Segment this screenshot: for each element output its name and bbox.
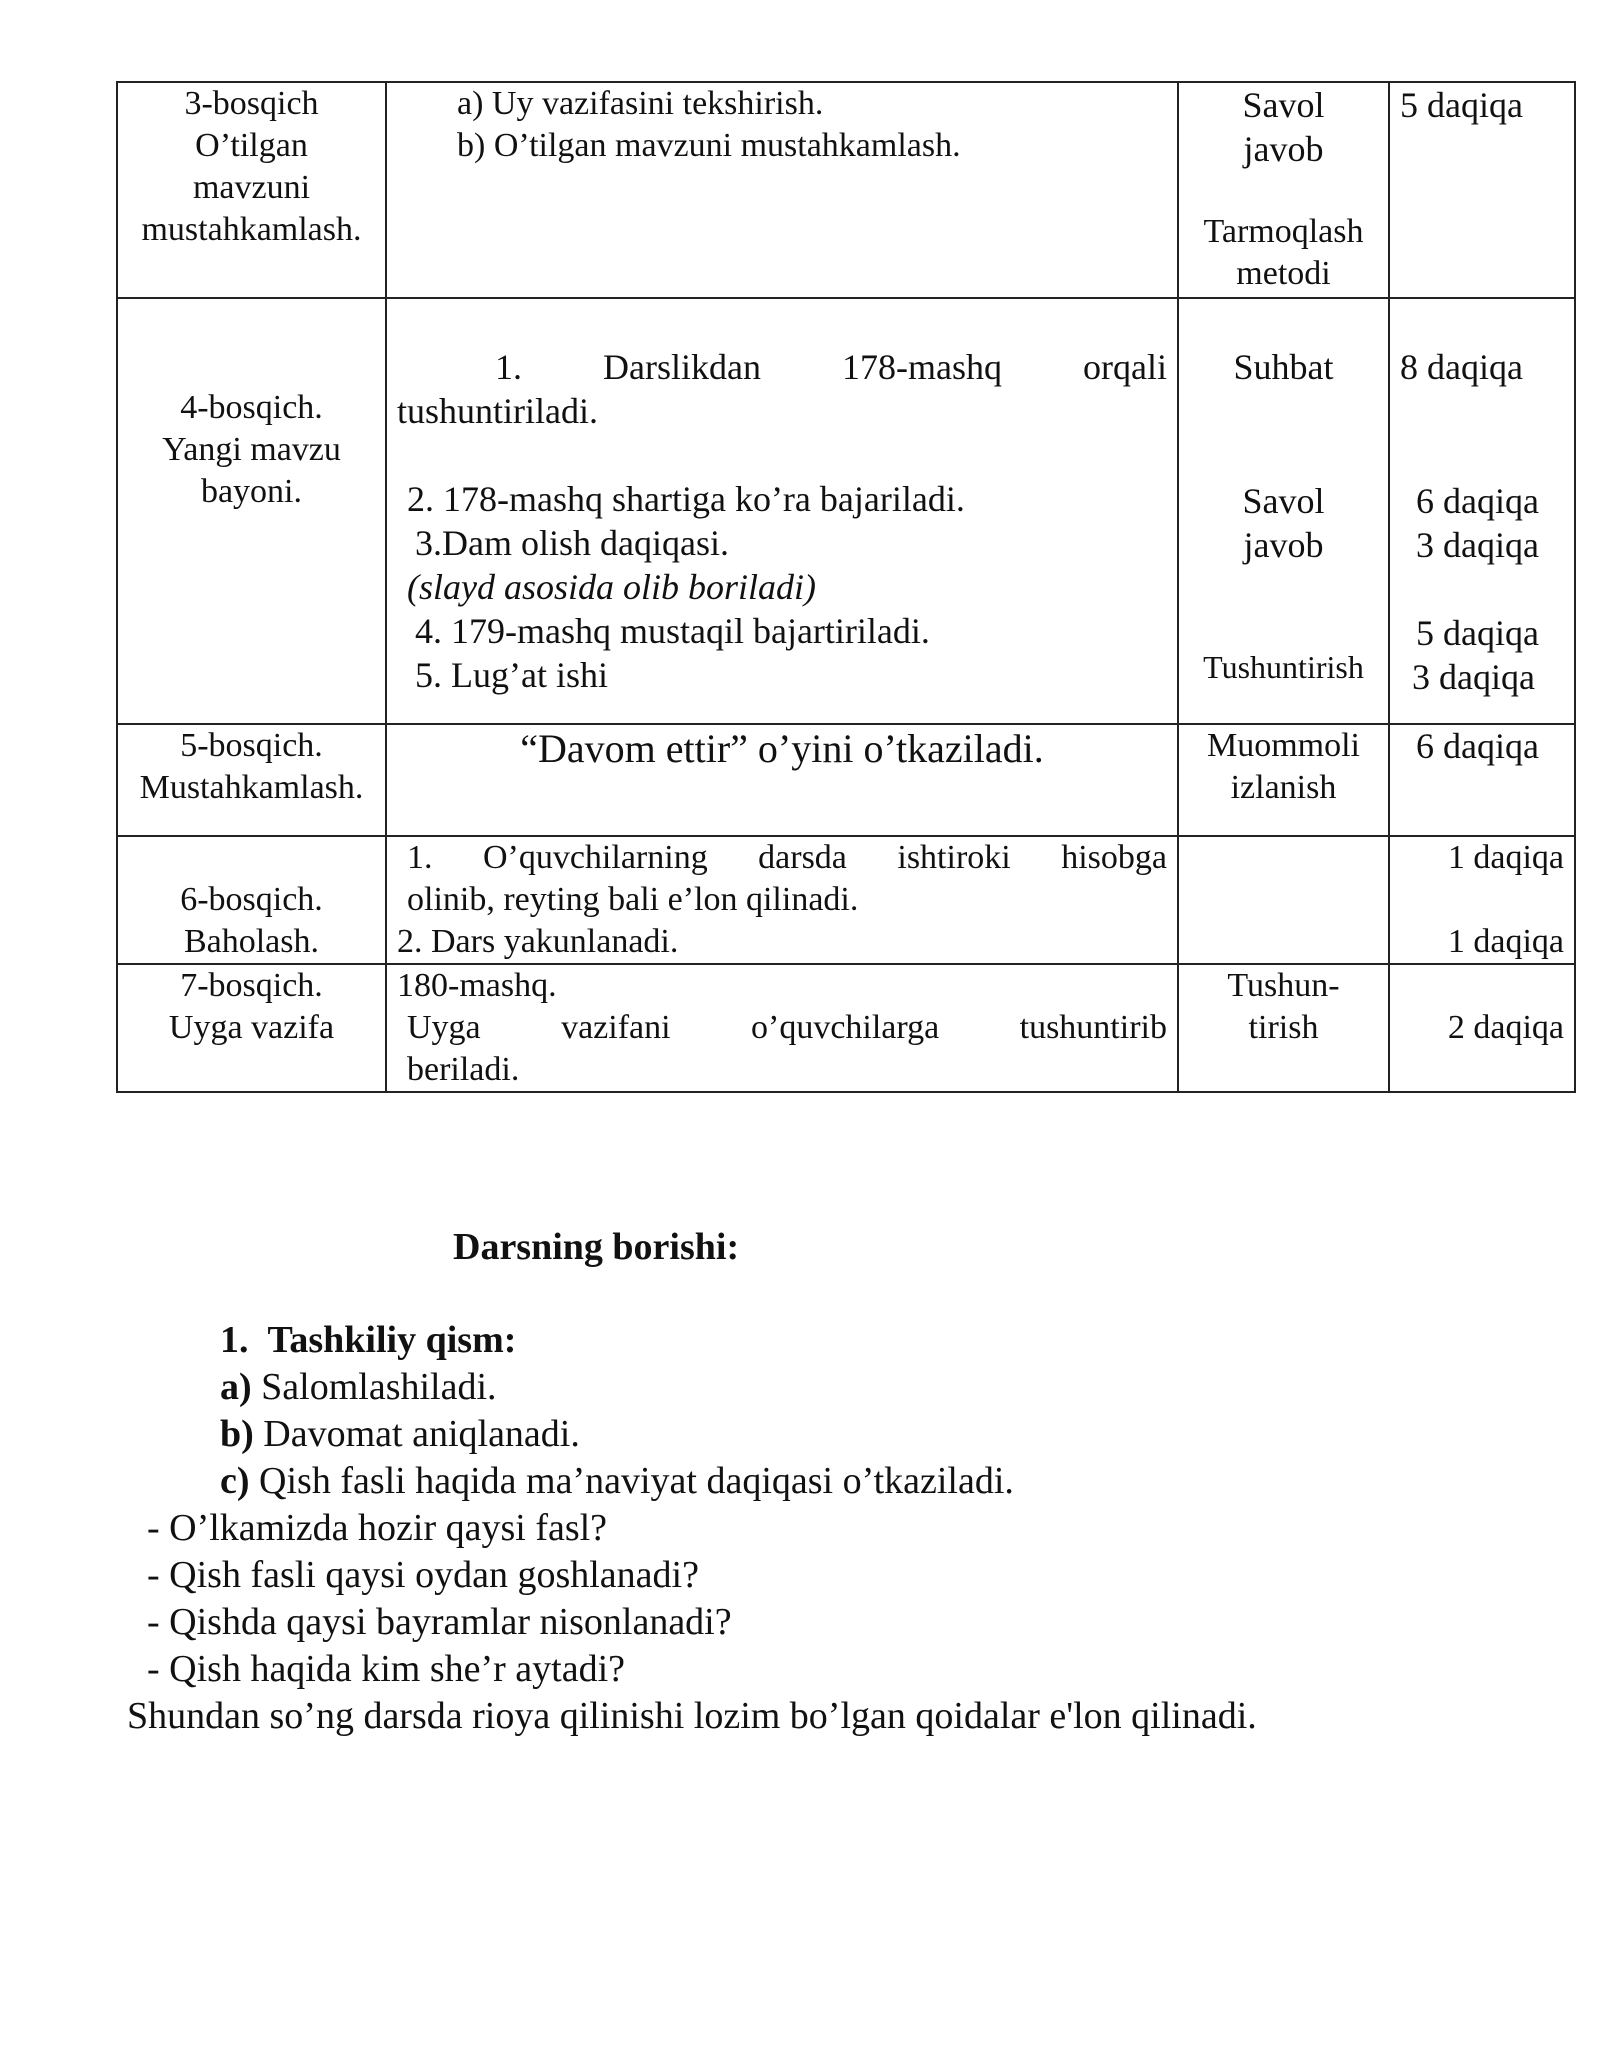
content-cell [386, 964, 1178, 1092]
content-cell [386, 298, 1178, 724]
time-line: 3 daqiqa [1416, 525, 1539, 565]
time-line: 6 daqiqa [1416, 481, 1539, 521]
method-cell [1178, 298, 1389, 724]
list-item [220, 1365, 497, 1409]
method-line: izlanish [1230, 769, 1337, 806]
method-cell [1178, 836, 1389, 964]
content-line [397, 345, 1167, 389]
content-line: 2. 178-mashq shartiga ko’ra bajariladi. [407, 479, 965, 519]
question-line: - Qish haqida kim she’r aytadi? [147, 1648, 626, 1690]
question-line: - O’lkamizda hozir qaysi fasl? [147, 1507, 608, 1549]
lesson-plan-table [116, 81, 1576, 1093]
content-line: (slayd asosida olib boriladi) [407, 567, 817, 607]
stage-line: 4-bosqich. [180, 389, 323, 426]
stage-line: mavzuni [192, 169, 311, 206]
word: ishtiroki [897, 839, 1011, 876]
method-line: Savol [1242, 481, 1325, 521]
word: darsda [758, 839, 847, 876]
item-text: Qish fasli haqida ma’naviyat daqiqasi o’tkaziladi. [259, 1460, 1014, 1502]
question-line: - Qish fasli qaysi oydan goshlanadi? [147, 1554, 699, 1596]
stage-line: mustahkamlash. [141, 211, 362, 248]
stage-line: Baholash. [183, 923, 320, 960]
section-title-text: Tashkiliy qism: [267, 1319, 517, 1361]
content-line: olinib, reyting bali e’lon qilinadi. [407, 881, 859, 918]
closing-paragraph: Shundan so’ng darsda rioya qilinishi lozim bo’lgan qoidalar e'lon qilinadi. [127, 1695, 1257, 1737]
content-line: b) O’tilgan mavzuni mustahkamlash. [457, 127, 961, 164]
table-row [117, 82, 1575, 298]
item-text: Davomat aniqlanadi. [263, 1413, 580, 1455]
stage-line: 3-bosqich [184, 85, 319, 122]
method-line: javob [1243, 525, 1324, 565]
stage-cell [117, 836, 386, 964]
time-line: 8 daqiqa [1400, 347, 1523, 387]
content-line: “Davom ettir” o’yini o’tkaziladi. [520, 726, 1044, 771]
content-line [397, 837, 1167, 879]
section-title [220, 1318, 516, 1362]
method-line: Suhbat [1233, 347, 1334, 387]
word: 1. [407, 839, 433, 876]
list-item [220, 1459, 1014, 1503]
content-cell [386, 836, 1178, 964]
method-line: Tushun- [1227, 967, 1340, 1004]
method-cell [1178, 82, 1389, 298]
method-cell [1178, 724, 1389, 836]
stage-cell [117, 724, 386, 836]
stage-line: 5-bosqich. [180, 727, 323, 764]
method-line: Tarmoqlash [1203, 213, 1364, 250]
word: orqali [1083, 347, 1167, 387]
table-row [117, 964, 1575, 1092]
word: vazifani [561, 1009, 671, 1046]
method-line: javob [1243, 129, 1324, 169]
table-row [117, 836, 1575, 964]
item-marker: a) [220, 1366, 252, 1408]
time-cell [1389, 964, 1575, 1092]
stage-line: bayoni. [200, 473, 303, 510]
item-marker: c) [220, 1460, 250, 1502]
time-cell [1389, 836, 1575, 964]
method-line: Savol [1242, 85, 1325, 125]
time-line: 5 daqiqa [1400, 85, 1523, 125]
method-cell [1178, 964, 1389, 1092]
item-marker: b) [220, 1413, 254, 1455]
word: tushuntirib [1019, 1009, 1167, 1046]
content-line: 180-mashq. [397, 967, 557, 1004]
content-line: 3.Dam olish daqiqasi. [415, 523, 729, 563]
table-row [117, 724, 1575, 836]
content-line: 5. Lug’at ishi [415, 655, 608, 695]
section-number: 1. [220, 1319, 249, 1361]
method-line: metodi [1236, 255, 1331, 292]
stage-line: 7-bosqich. [180, 967, 323, 1004]
content-cell [386, 82, 1178, 298]
stage-line: Yangi mavzu [162, 431, 341, 468]
content-line: beriladi. [407, 1051, 520, 1088]
time-cell [1389, 82, 1575, 298]
stage-line: 6-bosqich. [180, 881, 323, 918]
time-line: 1 daqiqa [1447, 923, 1564, 960]
method-line: tirish [1248, 1009, 1319, 1046]
question-line: - Qishda qaysi bayramlar nisonlanadi? [147, 1601, 732, 1643]
content-line: a) Uy vazifasini tekshirish. [457, 85, 824, 122]
content-line: 4. 179-mashq mustaqil bajartiriladi. [415, 611, 930, 651]
content-cell [386, 724, 1178, 836]
time-line: 5 daqiqa [1416, 613, 1539, 653]
word: o’quvchilarga [751, 1009, 940, 1046]
time-cell [1389, 724, 1575, 836]
section-heading: Darsning borishi: [453, 1226, 740, 1268]
word: Uyga [407, 1009, 481, 1046]
time-line: 2 daqiqa [1447, 1009, 1564, 1046]
table-row [117, 298, 1575, 724]
time-line: 3 daqiqa [1412, 657, 1535, 697]
method-line: Muommoli [1206, 727, 1361, 764]
word: 178-mashq [842, 347, 1002, 387]
stage-cell [117, 82, 386, 298]
time-cell [1389, 298, 1575, 724]
stage-cell [117, 964, 386, 1092]
stage-cell [117, 298, 386, 724]
content-line: tushuntiriladi. [397, 391, 598, 431]
method-line: Tushuntirish [1203, 649, 1364, 685]
stage-line: O’tilgan [195, 127, 308, 164]
word: 1. [495, 347, 522, 387]
content-line: 2. Dars yakunlanadi. [397, 923, 679, 960]
stage-line: Mustahkamlash. [139, 769, 364, 806]
list-item [220, 1412, 580, 1456]
stage-line: Uyga vazifa [168, 1009, 335, 1046]
content-line [397, 1007, 1167, 1049]
word: Darslikdan [603, 347, 761, 387]
item-text: Salomlashiladi. [261, 1366, 497, 1408]
time-line: 1 daqiqa [1447, 839, 1564, 876]
word: hisobga [1061, 839, 1167, 876]
word: O’quvchilarning [482, 839, 708, 876]
time-line: 6 daqiqa [1416, 726, 1539, 766]
